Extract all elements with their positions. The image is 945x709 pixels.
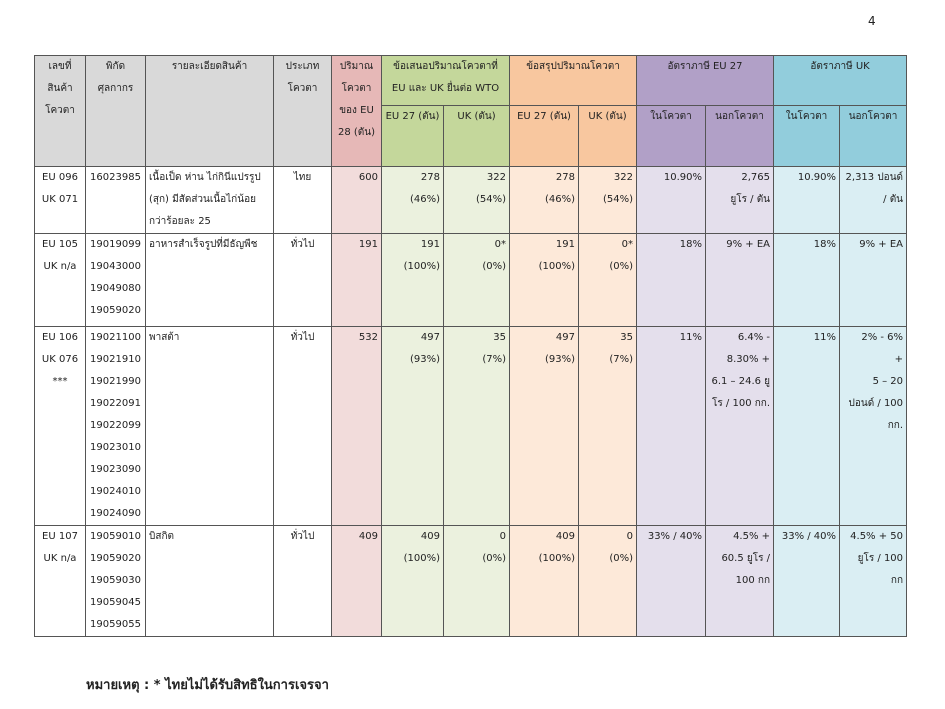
cell-eu28-volume: 600: [332, 167, 382, 234]
table-row: [35, 167, 907, 234]
cell-uk-out-quota-line: 2,313 ปอนด์: [845, 172, 904, 183]
cell-uk-out-quota: [840, 167, 907, 234]
cell-description: พาสต้า: [146, 327, 274, 526]
page-number: 4: [868, 14, 876, 28]
cell-wto-uk: [444, 327, 510, 526]
header-quota-type: ประเภทโควตา: [274, 56, 332, 167]
cell-summary-eu27: [510, 167, 579, 234]
cell-summary-eu27-line: 409: [555, 531, 576, 542]
cell-quota-type: ทั่วไป: [274, 327, 332, 526]
cell-quota-type: ทั่วไป: [274, 526, 332, 637]
cell-tariff-codes-line: 19023010: [90, 442, 141, 453]
header-eu27-out-quota: นอกโควตา: [706, 106, 774, 167]
cell-wto-eu27-line: 191: [420, 239, 440, 250]
cell-uk-in-quota: 10.90%: [774, 167, 840, 234]
table-row: [35, 234, 907, 327]
cell-uk-out-quota-line: 4.5% + 50: [850, 531, 904, 542]
cell-wto-eu27-line: 409: [420, 531, 440, 542]
cell-summary-uk-line: 35: [620, 332, 634, 343]
cell-uk-in-quota: 11%: [774, 327, 840, 526]
header-tariff-code: พิกัดศุลกากร: [86, 56, 146, 167]
cell-wto-eu27: [382, 167, 444, 234]
cell-wto-eu27-line: 278: [420, 172, 440, 183]
cell-uk-out-quota-line: กก.: [887, 420, 904, 431]
cell-wto-uk-line: 0*: [494, 239, 507, 250]
cell-tariff-codes-line: 19059010: [90, 531, 141, 542]
cell-quota-no: [35, 526, 86, 637]
cell-wto-eu27-line: (93%): [409, 354, 440, 365]
cell-quota-type: ทั่วไป: [274, 234, 332, 327]
header-uk-in-quota: ในโควตา: [774, 106, 840, 167]
cell-summary-uk-line: 322: [613, 172, 634, 183]
cell-tariff-codes-line: 19021100: [90, 332, 141, 343]
cell-tariff-codes-line: 19022099: [90, 420, 141, 431]
cell-eu27-out-quota: [706, 327, 774, 526]
cell-wto-uk: [444, 526, 510, 637]
header-eu27-in-quota: ในโควตา: [637, 106, 706, 167]
cell-tariff-codes-line: 19023090: [90, 464, 141, 475]
cell-eu27-out-quota-line: 60.5 ยูโร /: [721, 553, 771, 564]
cell-summary-uk: [579, 167, 637, 234]
cell-quota-type: ไทย: [274, 167, 332, 234]
cell-uk-in-quota: 18%: [774, 234, 840, 327]
cell-tariff-codes-line: 19024010: [90, 486, 141, 497]
cell-quota-no-line: UK 076: [41, 354, 79, 365]
cell-summary-uk-line: 0: [626, 531, 634, 542]
cell-tariff-codes: [86, 167, 146, 234]
cell-wto-uk-line: (0%): [482, 553, 507, 564]
cell-quota-no-line: UK 071: [41, 194, 79, 205]
cell-wto-uk-line: (0%): [482, 261, 507, 272]
cell-tariff-codes-line: 19019099: [90, 239, 141, 250]
header-uk-out-quota: นอกโควตา: [840, 106, 907, 167]
cell-summary-uk: [579, 526, 637, 637]
cell-tariff-codes-line: 19021910: [90, 354, 141, 365]
header-wto-eu27: EU 27 (ตัน): [382, 106, 444, 167]
cell-description: เนื้อเป็ด ห่าน ไก่กินีแปรรูป (สุก) มีสัดส่วนเนื้อไก่น้อยกว่าร้อยละ 25: [146, 167, 274, 234]
cell-uk-out-quota-line: ยูโร / 100: [857, 553, 904, 564]
cell-wto-eu27: [382, 327, 444, 526]
cell-summary-eu27: [510, 327, 579, 526]
cell-wto-eu27: [382, 234, 444, 327]
cell-tariff-codes: [86, 526, 146, 637]
cell-eu27-in-quota: 11%: [637, 327, 706, 526]
cell-wto-eu27-line: 497: [420, 332, 440, 343]
cell-summary-uk-line: (0%): [609, 553, 634, 564]
cell-description: บิสกิต: [146, 526, 274, 637]
cell-uk-out-quota-line: / ตัน: [883, 194, 904, 205]
cell-tariff-codes-line: 19059045: [90, 597, 141, 608]
cell-quota-no-line: EU 106: [42, 332, 78, 343]
cell-uk-out-quota-line: 9% + EA: [859, 239, 904, 250]
cell-eu27-out-quota-line: 100 กก: [735, 575, 771, 586]
cell-tariff-codes-line: 19059020: [90, 553, 141, 564]
cell-uk-out-quota-line: 2% - 6%: [861, 332, 904, 343]
cell-uk-out-quota: [840, 234, 907, 327]
cell-summary-eu27: [510, 234, 579, 327]
cell-wto-eu27-line: (46%): [409, 194, 440, 205]
cell-quota-no-line: UK n/a: [43, 553, 77, 564]
cell-quota-no: [35, 327, 86, 526]
cell-summary-uk: [579, 327, 637, 526]
cell-quota-no-line: EU 107: [42, 531, 78, 542]
table-row: [35, 526, 907, 637]
cell-summary-eu27: [510, 526, 579, 637]
cell-summary-uk: [579, 234, 637, 327]
cell-eu27-in-quota: 10.90%: [637, 167, 706, 234]
cell-tariff-codes: [86, 234, 146, 327]
cell-tariff-codes-line: 19059055: [90, 619, 141, 630]
cell-summary-eu27-line: (100%): [538, 261, 576, 272]
cell-uk-in-quota: 33% / 40%: [774, 526, 840, 637]
cell-wto-eu27-line: (100%): [403, 261, 440, 272]
cell-wto-eu27: [382, 526, 444, 637]
cell-wto-uk-line: 35: [493, 332, 507, 343]
cell-eu28-volume: 532: [332, 327, 382, 526]
cell-summary-eu27-line: (93%): [544, 354, 576, 365]
cell-summary-eu27-line: (46%): [544, 194, 576, 205]
cell-summary-uk-line: (54%): [602, 194, 634, 205]
cell-eu27-out-quota-line: โร / 100 กก.: [712, 398, 771, 409]
cell-quota-no-line: EU 105: [42, 239, 78, 250]
header-summary: ข้อสรุปปริมาณโควตา: [510, 56, 637, 106]
cell-tariff-codes-line: 19021990: [90, 376, 141, 387]
cell-quota-no: [35, 234, 86, 327]
cell-tariff-codes-line: 19043000: [90, 261, 141, 272]
header-uk-tariff: อัตราภาษี UK: [774, 56, 907, 106]
cell-eu27-out-quota-line: 6.1 – 24.6 ยู: [711, 376, 771, 387]
cell-quota-no: [35, 167, 86, 234]
cell-uk-out-quota-line: 5 – 20: [872, 376, 904, 387]
header-quota-no: เลขที่สินค้าโควตา: [35, 56, 86, 167]
cell-summary-eu27-line: (100%): [538, 553, 576, 564]
cell-uk-out-quota: [840, 327, 907, 526]
cell-eu27-out-quota: [706, 167, 774, 234]
cell-wto-uk: [444, 234, 510, 327]
cell-tariff-codes: [86, 327, 146, 526]
cell-quota-no-line: UK n/a: [43, 261, 77, 272]
cell-tariff-codes-line: 19022091: [90, 398, 141, 409]
cell-summary-uk-line: 0*: [621, 239, 634, 250]
cell-eu27-out-quota: [706, 234, 774, 327]
cell-summary-eu27-line: 191: [555, 239, 576, 250]
cell-eu27-out-quota-line: 9% + EA: [726, 239, 771, 250]
cell-eu27-in-quota: 18%: [637, 234, 706, 327]
cell-eu27-out-quota: [706, 526, 774, 637]
cell-summary-uk-line: (7%): [609, 354, 634, 365]
cell-wto-eu27-line: (100%): [403, 553, 440, 564]
cell-wto-uk-line: (7%): [482, 354, 507, 365]
cell-summary-uk-line: (0%): [609, 261, 634, 272]
cell-tariff-codes-line: 19049080: [90, 283, 141, 294]
cell-eu27-in-quota: 33% / 40%: [637, 526, 706, 637]
cell-eu28-volume: 191: [332, 234, 382, 327]
footnote: หมายเหตุ : * ไทยไม่ได้รับสิทธิในการเจรจา: [86, 678, 329, 693]
header-summary-eu27: EU 27 (ตัน): [510, 106, 579, 167]
quota-table-body: [35, 167, 907, 637]
cell-quota-no-line: ***: [52, 376, 68, 387]
cell-description: อาหารสำเร็จรูปที่มีธัญพืช: [146, 234, 274, 327]
cell-wto-uk-line: (54%): [475, 194, 507, 205]
cell-summary-eu27-line: 497: [555, 332, 576, 343]
cell-tariff-codes-line: 16023985: [90, 172, 141, 183]
cell-eu27-out-quota-line: 8.30% +: [726, 354, 771, 365]
cell-wto-uk-line: 0: [499, 531, 507, 542]
cell-eu27-out-quota-line: ยูโร / ตัน: [730, 194, 771, 205]
header-description: รายละเอียดสินค้า: [146, 56, 274, 167]
cell-tariff-codes-line: 19059030: [90, 575, 141, 586]
quota-table: [34, 55, 907, 637]
cell-eu28-volume: 409: [332, 526, 382, 637]
header-wto-proposal: ข้อเสนอปริมาณโควตาที่ EU และ UK ยื่นต่อ WTO: [382, 56, 510, 106]
cell-uk-out-quota-line: กก: [890, 575, 904, 586]
header-eu28-volume: ปริมาณโควตาของ EU 28 (ตัน): [332, 56, 382, 167]
header-summary-uk: UK (ตัน): [579, 106, 637, 167]
table-row: [35, 327, 907, 526]
cell-uk-out-quota-line: +: [894, 354, 904, 365]
cell-eu27-out-quota-line: 2,765: [741, 172, 771, 183]
cell-summary-eu27-line: 278: [555, 172, 576, 183]
header-eu27-tariff: อัตราภาษี EU 27: [637, 56, 774, 106]
cell-uk-out-quota-line: ปอนด์ / 100: [848, 398, 904, 409]
cell-quota-no-line: EU 096: [42, 172, 78, 183]
cell-wto-uk: [444, 167, 510, 234]
cell-wto-uk-line: 322: [486, 172, 507, 183]
cell-eu27-out-quota-line: 6.4% -: [737, 332, 771, 343]
cell-tariff-codes-line: 19024090: [90, 508, 141, 519]
header-wto-uk: UK (ตัน): [444, 106, 510, 167]
cell-tariff-codes-line: 19059020: [90, 305, 141, 316]
cell-eu27-out-quota-line: 4.5% +: [733, 531, 771, 542]
cell-uk-out-quota: [840, 526, 907, 637]
